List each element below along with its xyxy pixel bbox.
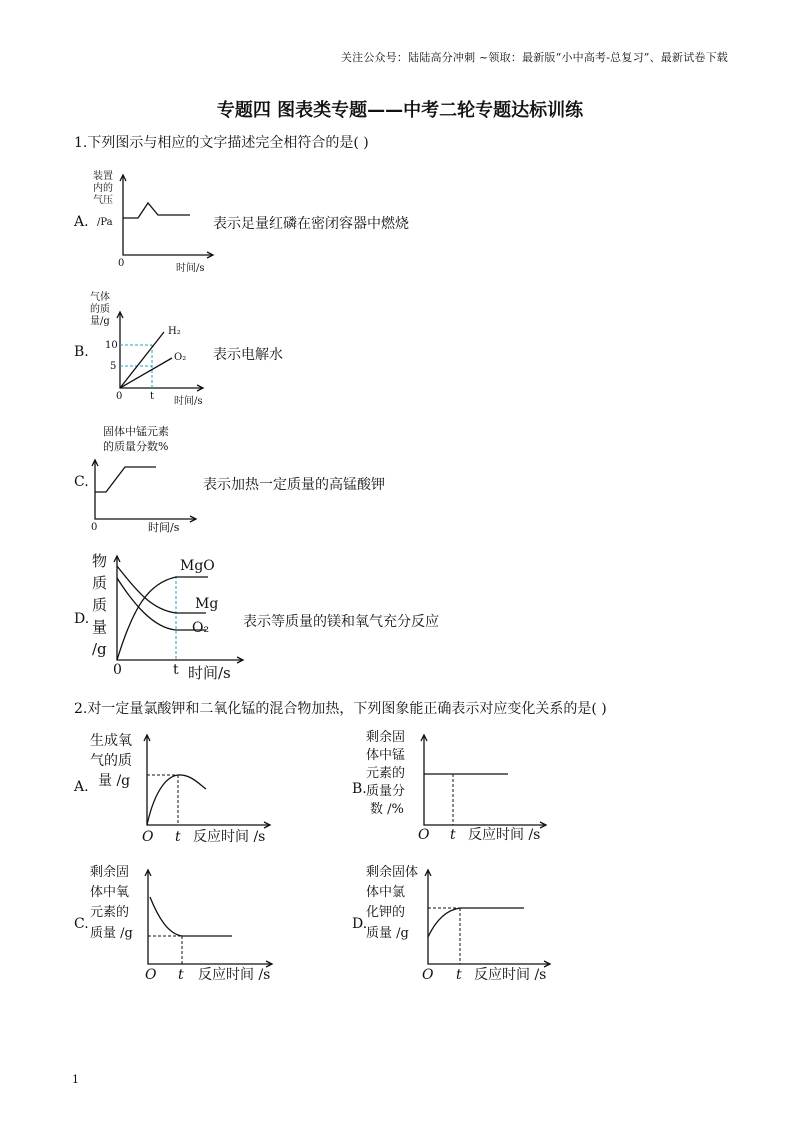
q2-b-graph — [366, 727, 556, 845]
q1-option-b-desc: 表示电解水 — [213, 347, 283, 363]
series-label: H₂ — [168, 326, 181, 337]
question-2-stem: 2.对一定量氯酸钾和二氧化锰的混合物加热，下列图象能正确表示对应变化关系的是( ) — [74, 701, 607, 717]
xlabel: 反应时间 /s — [474, 967, 547, 983]
ylabel-line: 的质量分数% — [103, 440, 169, 453]
ylabel-line: 气的质 — [90, 753, 132, 769]
q2-d-graph — [366, 862, 566, 984]
series-label: O₂ — [192, 620, 210, 636]
oxygen-curve — [147, 775, 206, 825]
kcl-curve — [428, 908, 524, 937]
ylabel-line: 生成氧 — [90, 733, 132, 749]
ylabel-line: 量 /g — [98, 773, 131, 789]
xlabel: 时间/s — [176, 263, 205, 274]
ylabel-line: 内的 — [93, 183, 113, 194]
header-notice: 关注公众号：陆陆高分冲刺 ~领取：最新版“小中高考-总复习”、最新试卷下载 — [340, 51, 728, 64]
origin-label: O — [145, 967, 157, 983]
q2-option-a-label: A. — [74, 779, 89, 795]
xlabel: 时间/s — [174, 396, 203, 407]
origin-label: 0 — [118, 258, 125, 269]
ylabel-line: /Pa — [97, 217, 113, 228]
oxygen-element-curve — [150, 897, 232, 936]
xlabel: 时间/s — [148, 521, 180, 534]
ylabel-line: 的质 — [90, 304, 110, 315]
q1-option-d-desc: 表示等质量的镁和氧气充分反应 — [243, 614, 439, 630]
xlabel: 反应时间 /s — [198, 967, 271, 983]
ylabel-line: 化钾的 — [366, 905, 406, 920]
tick-label: t — [175, 829, 181, 845]
pressure-curve — [123, 203, 190, 218]
mgo-curve — [117, 577, 208, 660]
ylabel-line: 剩余固 — [366, 730, 406, 745]
mn-fraction-curve — [95, 467, 156, 492]
ylabel-line: 气体 — [90, 292, 110, 303]
q1-a-graph — [88, 165, 228, 275]
tick-label: 5 — [110, 361, 117, 372]
ylabel-line: 装置 — [93, 171, 113, 182]
page-number: 1 — [72, 1073, 79, 1086]
ylabel-line: 元素的 — [366, 766, 406, 781]
ylabel-line: 质量 /g — [90, 926, 133, 941]
ylabel-line: 体中锰 — [366, 748, 406, 763]
xlabel: 反应时间 /s — [468, 827, 541, 843]
series-label: Mg — [195, 596, 219, 612]
tick-label: 10 — [105, 340, 118, 351]
origin-label: O — [418, 827, 430, 843]
q2-c-graph — [90, 862, 290, 984]
origin-label: 0 — [116, 391, 123, 402]
q1-d-graph — [88, 548, 258, 683]
q1-option-d-label: D. — [74, 611, 90, 627]
xlabel: 反应时间 /s — [193, 829, 266, 845]
tick-label: t — [150, 391, 155, 402]
q1-option-b-label: B. — [74, 344, 89, 360]
o2-line — [120, 358, 172, 388]
ylabel-line: 数 /% — [370, 802, 404, 817]
q1-option-c-desc: 表示加热一定质量的高锰酸钾 — [203, 477, 385, 493]
ylabel-line: 剩余固 — [90, 865, 130, 880]
q1-option-a-label: A. — [74, 214, 89, 230]
ylabel-line: 量 — [92, 618, 108, 636]
origin-label: O — [422, 967, 434, 983]
ylabel-line: 剩余固体 — [366, 865, 419, 880]
h2-line — [120, 332, 164, 388]
ylabel-line: 体中氧 — [90, 885, 130, 900]
tick-label: t — [178, 967, 184, 983]
ylabel-line: 物 — [92, 552, 108, 570]
ylabel-line: /g — [92, 640, 107, 658]
ylabel-line: 质量分 — [366, 784, 406, 799]
ylabel-line: 固体中锰元素 — [103, 425, 169, 438]
ylabel-line: 元素的 — [90, 905, 130, 920]
q1-option-c-label: C. — [74, 474, 89, 490]
tick-label: t — [456, 967, 462, 983]
q1-option-a-desc: 表示足量红磷在密闭容器中燃烧 — [213, 216, 409, 232]
origin-label: 0 — [91, 522, 98, 533]
q2-option-d-label: D. — [352, 916, 368, 932]
ylabel-line: 气压 — [93, 195, 113, 206]
ylabel-line: 质量 /g — [366, 926, 409, 941]
ylabel-line: 质 — [92, 596, 108, 614]
question-1-stem: 1.下列图示与相应的文字描述完全相符合的是( ) — [74, 135, 369, 151]
q1-b-graph — [88, 290, 228, 408]
series-label: O₂ — [174, 352, 187, 363]
origin-label: O — [142, 829, 154, 845]
tick-label: t — [173, 662, 179, 678]
q2-option-b-label: B. — [352, 781, 367, 797]
page-title: 专题四 图表类专题——中考二轮专题达标训练 — [216, 100, 584, 121]
ylabel-line: 质 — [92, 574, 108, 592]
ylabel-line: 量/g — [90, 316, 110, 327]
q2-a-graph — [90, 727, 290, 845]
xlabel: 时间/s — [188, 664, 231, 682]
tick-label: t — [450, 827, 456, 843]
series-label: MgO — [180, 558, 215, 574]
origin-label: 0 — [113, 662, 122, 678]
ylabel-line: 体中氯 — [366, 885, 406, 900]
q2-option-c-label: C. — [74, 916, 89, 932]
